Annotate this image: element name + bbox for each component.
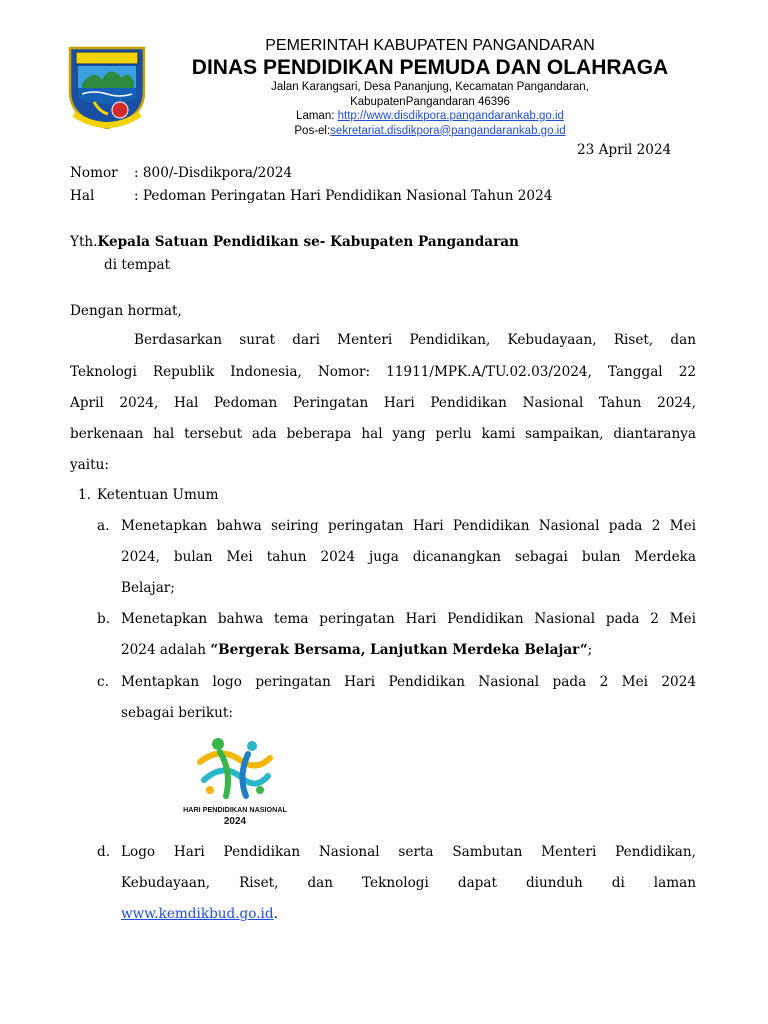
paragraph-line: berkenaan hal tersebut ada beberapa hal yang perlu kami sampaikan, diantaranya — [70, 426, 696, 442]
yth-prefix: Yth. — [70, 234, 98, 250]
paragraph-line: yaitu: — [70, 457, 109, 473]
item-b-post: ; — [587, 642, 593, 658]
agency-name: DINAS PENDIDIKAN PEMUDA DAN OLAHRAGA — [191, 56, 669, 79]
item-d-link-line — [121, 905, 278, 923]
email-line — [150, 124, 710, 139]
section-title: Ketentuan Umum — [97, 487, 219, 503]
theme-text: “Bergerak Bersama, Lanjutkan Merdeka Belajar“ — [210, 642, 588, 658]
logo-caption: HARI PENDIDIKAN NASIONAL — [183, 805, 287, 814]
paragraph-line: Teknologi Republik Indonesia, Nomor: 11911/MPK.A/TU.02.03/2024, Tanggal 22 — [70, 364, 696, 380]
logo-year: 2024 — [223, 816, 247, 827]
item-d-line: Logo Hari Pendidikan Nasional serta Sambutan Menteri Pendidikan, — [121, 844, 696, 860]
item-b-line-2 — [121, 641, 592, 659]
hardiknas-logo — [183, 732, 287, 830]
recipient-line — [70, 233, 519, 251]
item-marker-d: d. — [97, 844, 111, 860]
item-a-line: 2024, bulan Mei tahun 2024 juga dicanangkan sebagai bulan Merdeka — [121, 549, 696, 565]
website-line — [150, 109, 710, 124]
hardiknas-logo-icon — [183, 732, 287, 830]
hal-value: : Pedoman Peringatan Hari Pendidikan Nasional Tahun 2024 — [134, 188, 553, 204]
item-c-line: sebagai berikut: — [121, 705, 233, 721]
item-d-end: . — [273, 906, 278, 922]
address-line-1: Jalan Karangsari, Desa Pananjung, Kecamatan Pangandaran, — [271, 81, 589, 93]
greeting: Dengan hormat, — [70, 303, 182, 319]
kemdikbud-link[interactable]: www.kemdikbud.go.id — [121, 906, 274, 922]
recipient: Kepala Satuan Pendidikan se- Kabupaten Pangandaran — [97, 234, 519, 250]
section-number: 1. — [78, 487, 91, 503]
paragraph-line: Berdasarkan surat dari Menteri Pendidikan, Kebudayaan, Riset, dan — [134, 332, 696, 348]
item-a-line: Belajar; — [121, 580, 175, 596]
email-label: Pos-el: — [294, 124, 331, 137]
place: di tempat — [104, 257, 171, 273]
item-marker-b: b. — [97, 611, 111, 627]
letter-date: 23 April 2024 — [577, 142, 672, 158]
website-label: Laman: — [296, 110, 338, 122]
item-d-line: Kebudayaan, Riset, dan Teknologi dapat diunduh di laman — [121, 875, 696, 891]
letterhead — [0, 0, 768, 140]
item-b-line: Menetapkan bahwa tema peringatan Hari Pendidikan Nasional pada 2 Mei — [121, 611, 696, 627]
letterhead-text — [150, 36, 710, 138]
item-a-line: Menetapkan bahwa seiring peringatan Hari Pendidikan Nasional pada 2 Mei — [121, 518, 696, 534]
government-name: PEMERINTAH KABUPATEN PANGANDARAN — [265, 37, 595, 54]
website-link[interactable]: http://www.disdikpora.pangandarankab.go.id — [337, 110, 564, 122]
item-b-pre: 2024 adalah — [121, 642, 211, 658]
paragraph-line: April 2024, Hal Pedoman Peringatan Hari Pendidikan Nasional Tahun 2024, — [70, 395, 696, 411]
address-line-2: KabupatenPangandaran 46396 — [350, 95, 510, 108]
nomor-value: : 800/-Disdikpora/2024 — [134, 165, 293, 181]
hal-label: Hal — [70, 188, 95, 204]
pangandaran-emblem-icon — [64, 40, 150, 130]
item-marker-a: a. — [97, 518, 110, 534]
nomor-label: Nomor — [70, 165, 118, 181]
item-marker-c: c. — [97, 674, 109, 690]
item-c-line: Mentapkan logo peringatan Hari Pendidikan Nasional pada 2 Mei 2024 — [121, 674, 696, 690]
email-link[interactable]: sekretariat.disdikpora@pangandarankab.go.id — [330, 124, 566, 137]
